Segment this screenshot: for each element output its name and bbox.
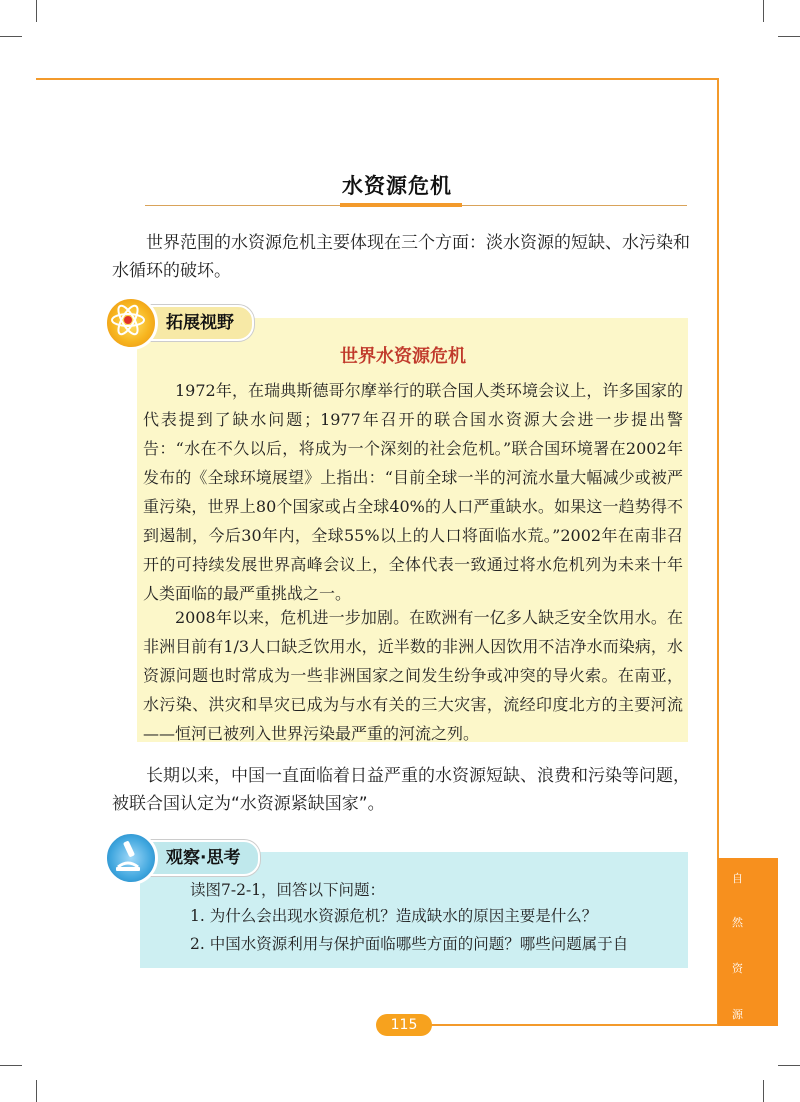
crop-mark: [763, 1080, 764, 1102]
intro-paragraph: 世界范围的水资源危机主要体现在三个方面：淡水资源的短缺、水污染和水循环的破坏。: [112, 233, 690, 281]
china-paragraph: 长期以来，中国一直面临着日益严重的水资源短缺、浪费和污染等问题，被联合国认定为“水资源紧缺国家”。: [112, 766, 690, 814]
crop-mark: [36, 0, 37, 22]
expand-box-title: 世界水资源危机: [340, 346, 466, 367]
side-tab-char: 资: [732, 962, 743, 975]
side-tab-char: 自: [732, 872, 743, 885]
atom-icon: [104, 296, 158, 350]
microscope-icon: [104, 831, 158, 885]
side-tab-char: 然: [732, 916, 743, 929]
page-frame-top: [36, 78, 719, 80]
expand-paragraph-2: 2008年以来，危机进一步加剧。在欧洲有一亿多人缺乏安全饮用水。在非洲目前有1/3人口缺乏饮用水，近半数的非洲人因饮用不洁净水而染病，水资源问题也时常成为一些非洲国家之间发生纷争或冲突的导火索。在南亚，水污染、洪灾和旱灾已成为与水有关的三大灾害，流经印度北方的主要河流——恒河已被列入世界污染最严重的河流之列。: [143, 608, 683, 743]
side-tab-char: 源: [732, 1008, 743, 1021]
observe-tag: 观察·思考: [120, 840, 260, 876]
crop-mark: [0, 1065, 22, 1066]
question-1: 1. 为什么会出现水资源危机？造成缺水的原因主要是什么？: [190, 907, 598, 925]
question-2: 2. 中国水资源利用与保护面临哪些方面的问题？哪些问题属于自: [190, 935, 629, 953]
crop-mark: [778, 36, 800, 37]
crop-mark: [36, 1080, 37, 1102]
expand-paragraph-1: 1972年，在瑞典斯德哥尔摩举行的联合国人类环境会议上，许多国家的代表提到了缺水问题；1977年召开的联合国水资源大会进一步提出警告：“水在不久以后，将成为一个深刻的社会危机。”联合国环境署在2002年发布的《全球环境展望》上指出：“目前全球一半的河流水量大幅减少或被严重污染，世界上80个国家或占全球40%的人口严重缺水。如果这一趋势得不到遏制，今后30年内，全球55%以上的人口将面临水荒。”2002年在南非召开的可持续发展世界高峰会议上，全体代表一致通过将水危机列为未来十年人类面临的最严重挑战之一。: [143, 381, 683, 603]
crop-mark: [0, 36, 22, 37]
page-frame-bottom: [425, 1024, 719, 1026]
title-underline-accent: [340, 203, 462, 207]
crop-mark: [763, 0, 764, 22]
chapter-side-tab: [718, 858, 778, 1026]
expand-tag: 拓展视野: [120, 305, 254, 341]
crop-mark: [778, 1065, 800, 1066]
observe-intro: 读图7-2-1，回答以下问题：: [190, 881, 386, 899]
section-title: 水资源危机: [342, 174, 452, 198]
page-number: 115: [376, 1014, 432, 1036]
